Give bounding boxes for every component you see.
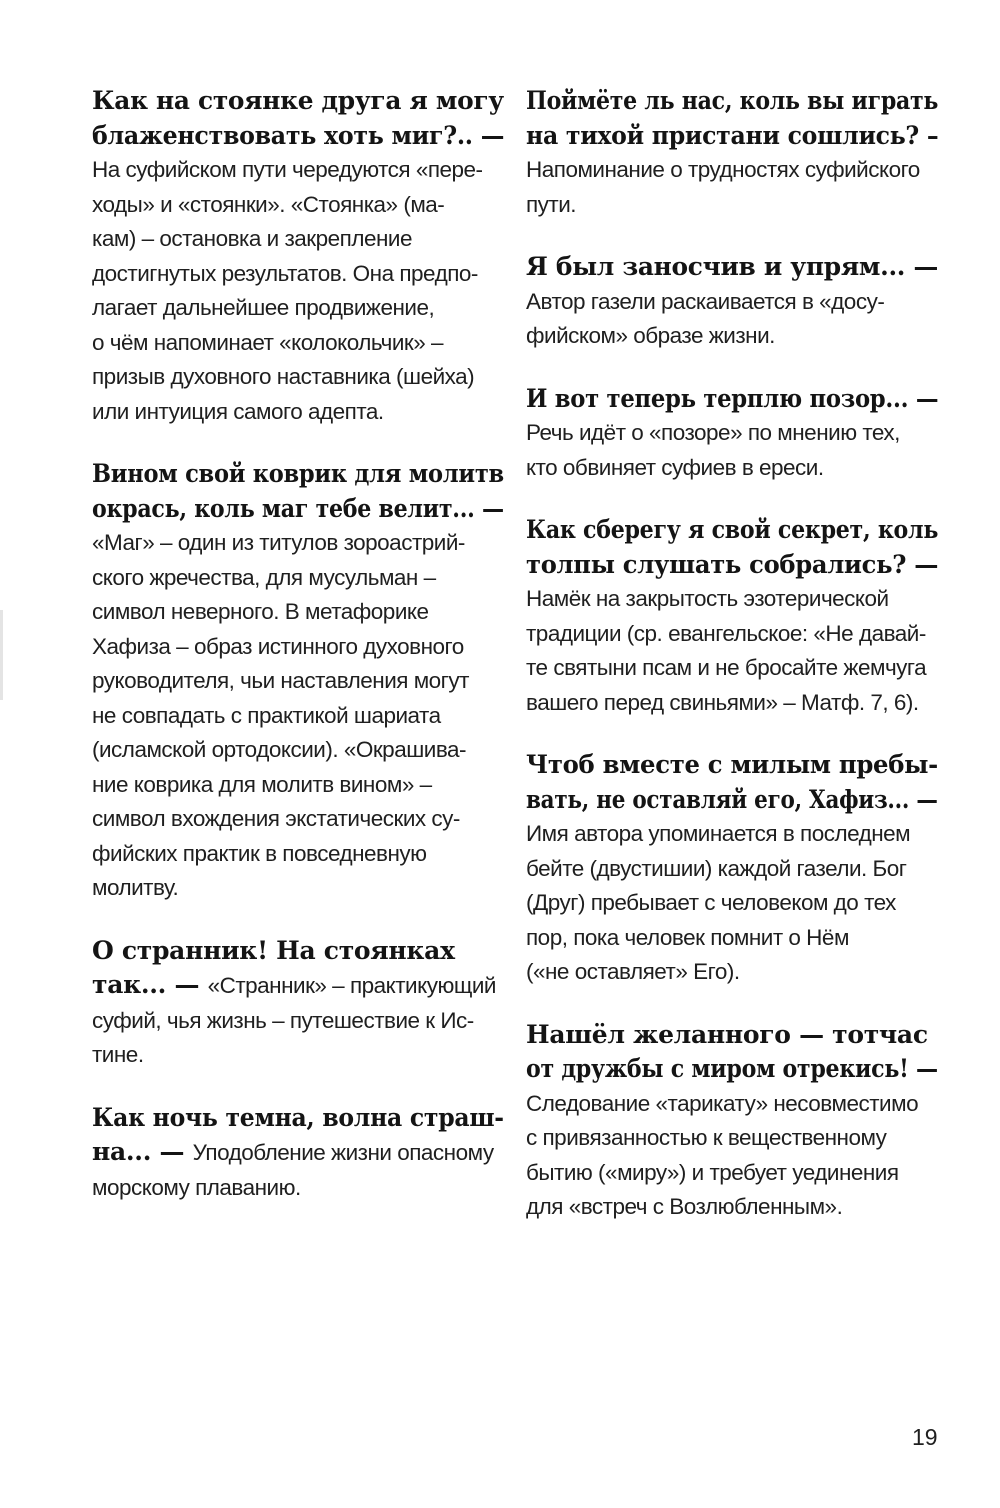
body-line: пор, пока человек помнит о Нём xyxy=(526,924,849,950)
note-entry xyxy=(526,1018,938,1225)
note-body xyxy=(526,582,938,720)
body-line: или интуиция самого адепта. xyxy=(92,398,384,424)
body-line: бытию («миру») и требует уединения xyxy=(526,1159,899,1185)
heading-line: Вином свой коврик для молитв xyxy=(92,459,504,488)
heading-line: на тихой пристани сошлись? – xyxy=(526,120,939,150)
body-line: символ вхождения экстатических су- xyxy=(92,806,460,831)
body-line: о чём напоминает «колокольчик» – xyxy=(92,329,444,355)
body-fragment: Уподобление жизни опасному xyxy=(192,1140,494,1165)
heading-fragment: на... — xyxy=(92,1137,193,1166)
note-body xyxy=(92,1135,504,1205)
note-heading xyxy=(526,250,938,285)
note-entry xyxy=(92,934,504,1073)
body-line: (исламской ортодоксии). «Окрашива- xyxy=(92,737,467,762)
heading-line: Нашёл желанного — тотчас xyxy=(526,1019,928,1049)
note-body xyxy=(526,416,938,485)
left-column xyxy=(92,84,504,1233)
note-body xyxy=(526,153,938,222)
body-line: Хафиза – образ истинного духовного xyxy=(92,633,464,659)
body-line: (Друг) пребывает с человеком до тех xyxy=(526,890,896,915)
note-entry xyxy=(526,84,938,222)
body-line: символ неверного. В метафорике xyxy=(92,599,429,624)
note-heading xyxy=(526,1018,938,1087)
body-line: те святыни псам и не бросайте жемчуга xyxy=(526,655,927,680)
body-line: ние коврика для молитв вином» – xyxy=(92,771,432,797)
body-line: суфий, чья жизнь – путешествие к Ис- xyxy=(92,1007,474,1033)
body-line: достигнутых результатов. Она предпо- xyxy=(92,260,478,286)
body-line: «Маг» – один из титулов зороастрий- xyxy=(92,530,465,555)
note-body xyxy=(92,526,504,906)
body-line: ходы» и «стоянки». «Стоянка» (ма- xyxy=(92,191,445,217)
body-line: традиции (ср. евангельское: «Не давай- xyxy=(526,620,926,646)
body-line: руководителя, чьи наставления могут xyxy=(92,668,469,693)
body-line: ского жречества, для мусульман – xyxy=(92,564,436,590)
body-line: Речь идёт о «позоре» по мнению тех, xyxy=(526,420,900,445)
body-line: для «встреч с Возлюбленным». xyxy=(526,1194,843,1219)
heading-line: О странник! На стоянках xyxy=(92,935,455,965)
body-line: бейте (двустишии) каждой газели. Бог xyxy=(526,855,907,881)
body-line: морскому плаванию. xyxy=(92,1174,301,1200)
mixed-line xyxy=(92,968,504,1004)
body-line: пути. xyxy=(526,191,577,217)
note-body xyxy=(92,153,504,429)
body-line: Следование «тарикату» несовместимо xyxy=(526,1090,919,1116)
heading-line: блаженствовать хоть миг?.. — xyxy=(92,120,505,150)
body-line: фийских практик в повседневную xyxy=(92,840,427,866)
body-line: Автор газели раскаивается в «досу- xyxy=(526,288,885,314)
heading-line: толпы слушать собрались? — xyxy=(526,549,939,579)
body-line: не совпадать с практикой шариата xyxy=(92,702,441,728)
heading-line: И вот теперь терплю позор... — xyxy=(526,383,939,413)
note-entry xyxy=(526,382,938,486)
heading-line: Как сберегу я свой секрет, коль xyxy=(526,515,939,544)
right-column xyxy=(526,84,938,1253)
heading-line: от дружбы с миром отрекись! — xyxy=(526,1054,938,1083)
heading-line: Как ночь темна, волна страш- xyxy=(92,1102,504,1132)
note-body xyxy=(526,817,938,990)
body-line: Намёк на закрытость эзотерической xyxy=(526,586,889,611)
body-line: вашего перед свиньями» – Матф. 7, 6). xyxy=(526,689,919,715)
note-heading xyxy=(526,84,938,153)
body-line: Напоминание о трудностях суфийского xyxy=(526,157,920,182)
body-line: кто обвиняет суфиев в ереси. xyxy=(526,454,824,480)
heading-line: Поймёте ль нас, коль вы играть xyxy=(526,86,939,115)
heading-line: Как на стоянке друга я могу xyxy=(92,86,504,115)
note-entry xyxy=(92,1101,504,1206)
body-line: с привязанностью к вещественному xyxy=(526,1125,887,1150)
note-heading xyxy=(92,84,504,153)
body-line: кам) – остановка и закрепление xyxy=(92,226,413,251)
body-line: призыв духовного наставника (шейха) xyxy=(92,364,475,389)
body-line: Имя автора упоминается в последнем xyxy=(526,821,911,846)
note-heading xyxy=(526,748,938,817)
heading-line: Чтоб вместе с милым пребы- xyxy=(526,750,938,779)
note-body xyxy=(526,285,938,354)
note-heading xyxy=(92,934,504,969)
note-body xyxy=(92,968,504,1073)
heading-line: вать, не оставляй его, Хафиз... — xyxy=(526,784,938,814)
page-number: 19 xyxy=(912,1424,938,1450)
note-heading xyxy=(526,513,938,582)
note-entry xyxy=(526,250,938,354)
note-body xyxy=(526,1087,938,1225)
body-line: лагает дальнейшее продвижение, xyxy=(92,295,435,320)
heading-line: окрась, коль маг тебе велит... — xyxy=(92,493,504,523)
note-entry xyxy=(92,457,504,906)
page-edge-shadow xyxy=(0,610,3,700)
note-entry xyxy=(526,513,938,720)
body-line: тине. xyxy=(92,1042,144,1067)
body-line: На суфийском пути чередуются «пере- xyxy=(92,157,483,182)
heading-line: Я был заносчив и упрям... — xyxy=(526,252,939,281)
note-entry xyxy=(92,84,504,429)
body-fragment: «Странник» – практикующий xyxy=(207,973,496,998)
note-heading xyxy=(92,1101,504,1136)
body-line: фийском» образе жизни. xyxy=(526,323,775,348)
body-line: молитву. xyxy=(92,875,179,900)
body-line: («не оставляет» Его). xyxy=(526,959,740,984)
mixed-line xyxy=(92,1135,504,1171)
note-entry xyxy=(526,748,938,990)
note-heading xyxy=(526,382,938,417)
note-heading xyxy=(92,457,504,526)
heading-fragment: так... — xyxy=(92,970,208,999)
